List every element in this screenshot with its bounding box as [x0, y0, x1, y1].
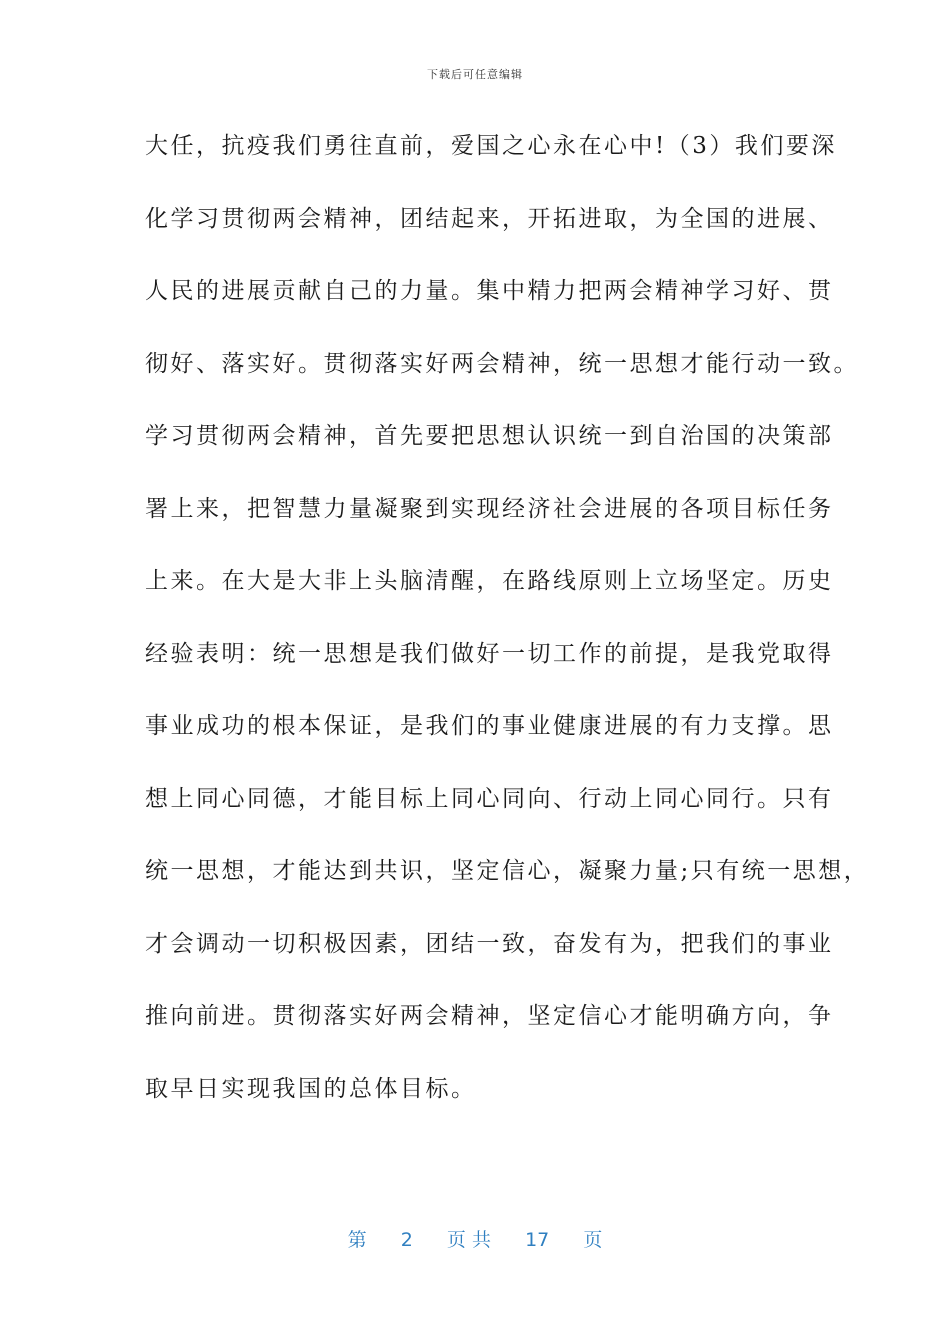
body-line: 署上来，把智慧力量凝聚到实现经济社会进展的各项目标任务 [145, 495, 834, 522]
body-line: 大任，抗疫我们勇往直前，爱国之心永在心中!（3）我们要深 [145, 133, 837, 159]
body-line: 统一思想，才能达到共识，坚定信心，凝聚力量;只有统一思想， [145, 858, 870, 884]
body-line: 取早日实现我国的总体目标。 [145, 1075, 477, 1102]
document-body [145, 124, 870, 1139]
body-line: 经验表明：统一思想是我们做好一切工作的前提，是我党取得 [145, 640, 834, 667]
body-line: 上来。在大是大非上头脑清醒，在路线原则上立场坚定。历史 [145, 568, 834, 594]
footer-total-pages: 17 [525, 1229, 550, 1251]
body-line: 想上同心同德，才能目标上同心同向、行动上同心同行。只有 [145, 785, 834, 812]
body-line: 人民的进展贡献自己的力量。集中精力把两会精神学习好、贯 [145, 278, 834, 304]
page-footer [0, 1225, 950, 1252]
body-line: 彻好、落实好。贯彻落实好两会精神，统一思想才能行动一致。 [145, 350, 859, 377]
body-line: 学习贯彻两会精神，首先要把思想认识统一到自治国的决策部 [145, 423, 834, 449]
body-line: 才会调动一切积极因素，团结一致，奋发有为，把我们的事业 [145, 930, 834, 957]
footer-middle: 页 共 [446, 1229, 491, 1251]
footer-prefix: 第 [347, 1229, 367, 1251]
body-line: 化学习贯彻两会精神，团结起来，开拓进取，为全国的进展、 [145, 205, 834, 232]
footer-current-page: 2 [400, 1229, 413, 1251]
body-line: 事业成功的根本保证，是我们的事业健康进展的有力支撑。思 [145, 713, 834, 739]
body-line: 推向前进。贯彻落实好两会精神，坚定信心才能明确方向，争 [145, 1003, 834, 1029]
footer-suffix: 页 [583, 1229, 603, 1251]
page-header: 下载后可任意编辑 [427, 68, 523, 81]
